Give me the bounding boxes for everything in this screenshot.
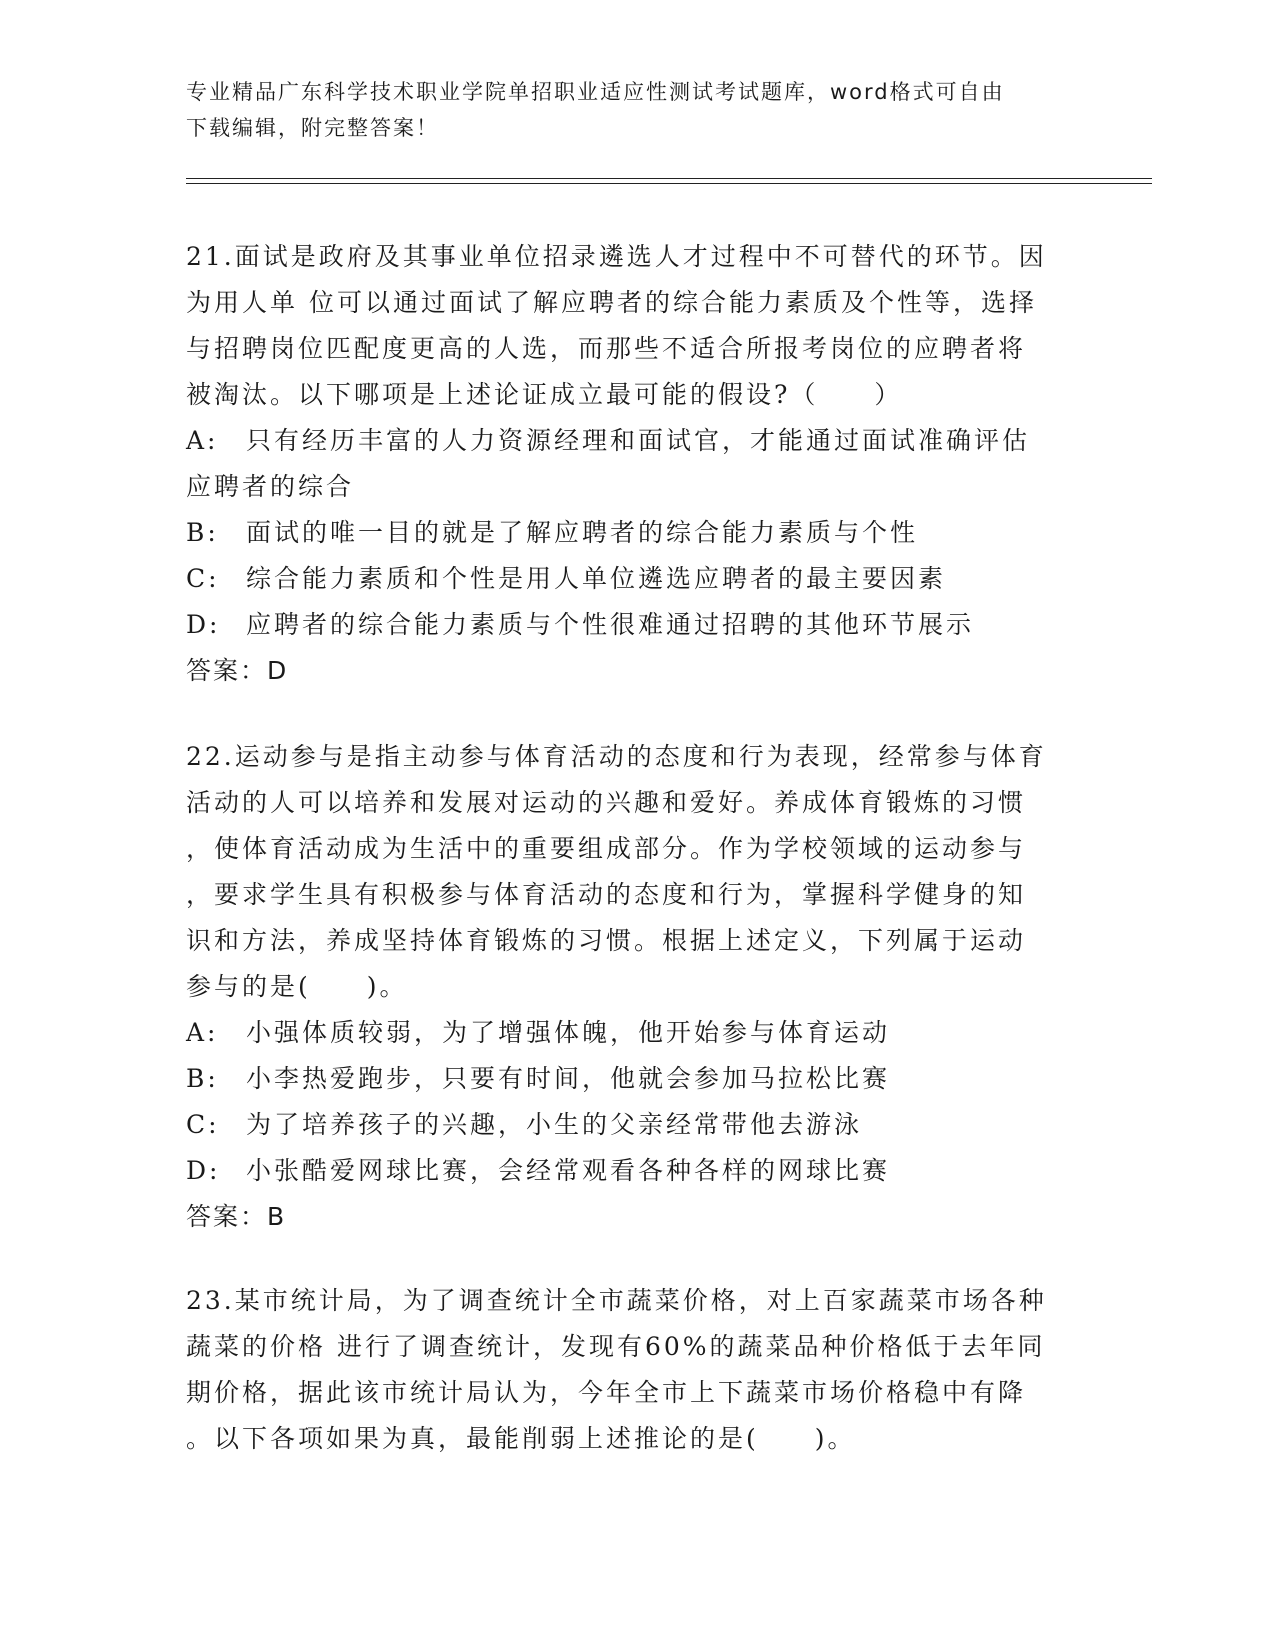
- question-21: [186, 234, 1076, 694]
- stem-line: 为用人单 位可以通过面试了解应聘者的综合能力素质及个性等，选择: [186, 288, 1037, 317]
- option-b: [186, 510, 1076, 556]
- option-c: [186, 556, 1076, 602]
- option-a: [186, 418, 1076, 464]
- question-22: [186, 734, 1076, 1240]
- question-23: [186, 1278, 1076, 1462]
- question-stem: [186, 734, 1076, 1010]
- option-text: 应聘者的综合能力素质与个性很难通过招聘的其他环节展示: [246, 610, 975, 639]
- answer-label: 答案：D: [186, 656, 289, 685]
- option-letter: A:: [186, 1018, 219, 1047]
- answer-label: 答案：B: [186, 1202, 287, 1231]
- option-letter: B:: [186, 518, 219, 547]
- stem-line: 。以下各项如果为真，最能削弱上述推论的是( )。: [186, 1424, 856, 1453]
- stem-line: 参与的是( )。: [186, 972, 408, 1001]
- option-a: [186, 1010, 1076, 1056]
- option-text: 小李热爱跑步，只要有时间，他就会参加马拉松比赛: [246, 1064, 891, 1093]
- stem-line: 期价格，据此该市统计局认为，今年全市上下蔬菜市场价格稳中有降: [186, 1378, 1027, 1407]
- option-text: 小张酷爱网球比赛，会经常观看各种各样的网球比赛: [246, 1156, 891, 1185]
- stem-line: 活动的人可以培养和发展对运动的兴趣和爱好。养成体育锻炼的习惯: [186, 788, 1027, 817]
- document-header: [186, 74, 1086, 146]
- option-text: 综合能力素质和个性是用人单位遴选应聘者的最主要因素: [246, 564, 947, 593]
- option-text: 小强体质较弱，为了增强体魄，他开始参与体育运动: [246, 1018, 891, 1047]
- option-letter: C:: [186, 1110, 220, 1139]
- option-a-continuation: 应聘者的综合: [186, 472, 355, 501]
- option-b: [186, 1056, 1076, 1102]
- option-d: [186, 602, 1076, 648]
- stem-line: 识和方法，养成坚持体育锻炼的习惯。根据上述定义，下列属于运动: [186, 926, 1027, 955]
- stem-line: 21.面试是政府及其事业单位招录遴选人才过程中不可替代的环节。因: [186, 242, 1047, 271]
- stem-line: 被淘汰。以下哪项是上述论证成立最可能的假设?（ ）: [186, 380, 903, 409]
- option-letter: B:: [186, 1064, 219, 1093]
- option-letter: A:: [186, 426, 219, 455]
- option-text: 为了培养孩子的兴趣，小生的父亲经常带他去游泳: [246, 1110, 863, 1139]
- option-letter: D:: [186, 1156, 221, 1185]
- stem-line: ，要求学生具有积极参与体育活动的态度和行为，掌握科学健身的知: [186, 880, 1027, 909]
- option-d: [186, 1148, 1076, 1194]
- header-line-1: 专业精品广东科学技术职业学院单招职业适应性测试考试题库，word格式可自由: [186, 80, 1005, 104]
- option-letter: C:: [186, 564, 220, 593]
- header-divider-bottom: [186, 183, 1152, 184]
- question-stem: [186, 234, 1076, 418]
- header-line-2: 下载编辑，附完整答案！: [186, 116, 439, 140]
- stem-line: 22.运动参与是指主动参与体育活动的态度和行为表现，经常参与体育: [186, 742, 1047, 771]
- stem-line: 23.某市统计局，为了调查统计全市蔬菜价格，对上百家蔬菜市场各种: [186, 1286, 1047, 1315]
- stem-line: 与招聘岗位匹配度更高的人选，而那些不适合所报考岗位的应聘者将: [186, 334, 1027, 363]
- stem-line: 蔬菜的价格 进行了调查统计，发现有60%的蔬菜品种价格低于去年同: [186, 1332, 1046, 1361]
- option-text: [246, 418, 1076, 464]
- header-divider-top: [186, 178, 1152, 179]
- option-letter: D:: [186, 610, 221, 639]
- stem-line: ，使体育活动成为生活中的重要组成部分。作为学校领域的运动参与: [186, 834, 1027, 863]
- option-text-line: 只有经历丰富的人力资源经理和面试官，才能通过面试准确评估: [246, 426, 1031, 455]
- option-c: [186, 1102, 1076, 1148]
- option-text: 面试的唯一目的就是了解应聘者的综合能力素质与个性: [246, 518, 919, 547]
- question-stem: [186, 1278, 1076, 1462]
